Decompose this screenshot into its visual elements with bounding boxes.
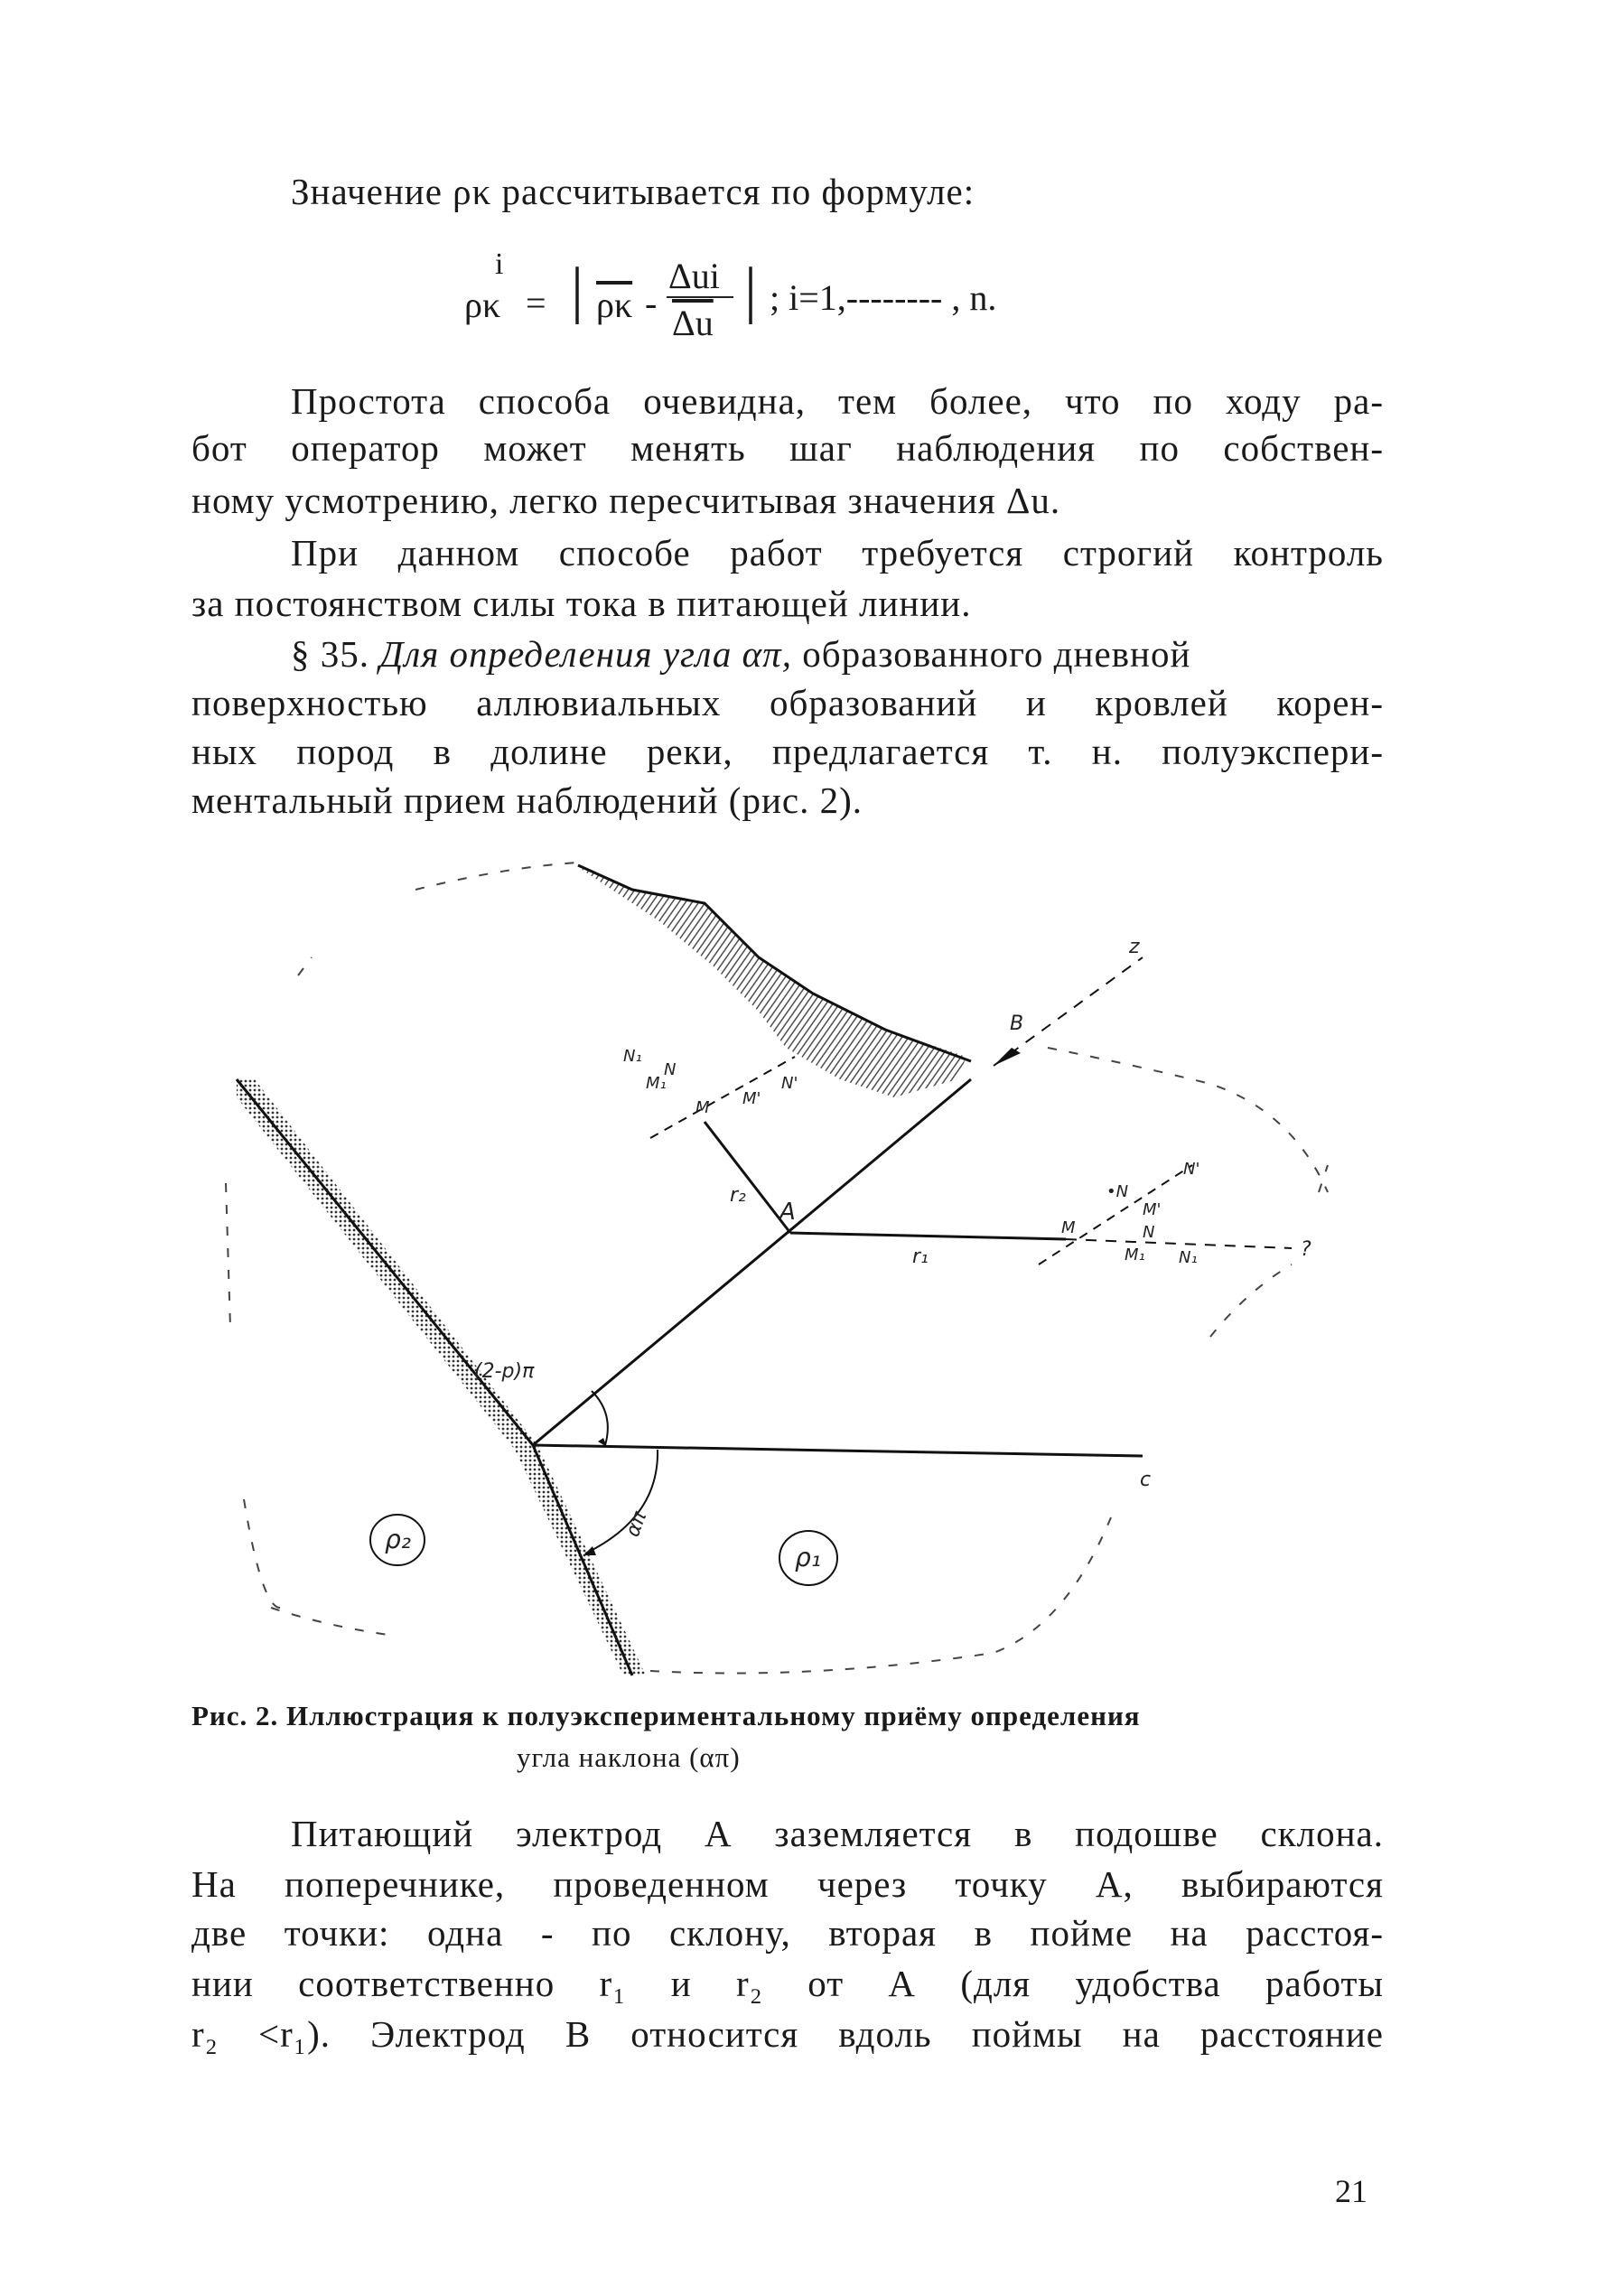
label-M1-right: M₁ (1125, 1246, 1145, 1264)
para3-rest: образованного дневной (791, 633, 1191, 675)
label-question: ? (1301, 1238, 1311, 1261)
mn-line-right (1039, 1165, 1192, 1264)
para1-line3: ному усмотрению, легко пересчитывая значения Δu. (191, 480, 1061, 521)
label-N1-right: N₁ (1179, 1248, 1198, 1267)
formula-lhs: ρκ (464, 285, 501, 325)
label-angle-top: (2-p)π (474, 1360, 535, 1383)
label-N1p-left: N' (781, 1074, 798, 1093)
para2-line2: за постоянством силы тока в питающей линии. (191, 583, 972, 624)
label-A: A (779, 1199, 796, 1226)
formula-numerator: Δui (668, 256, 720, 296)
label-M1p-left: M' (742, 1089, 761, 1108)
label-N-right-top: N' (1183, 1160, 1200, 1179)
label-rho2: ρ₂ (385, 1525, 411, 1554)
figure-caption-line2: угла наклона (απ) (517, 1741, 741, 1773)
para3-line3: ных пород в долине реки, предлагается т. н. полуэкспери- (191, 731, 1384, 772)
figure-caption-line1: Рис. 2. Иллюстрация к полуэкспериментальному приёму определения (191, 1700, 1141, 1731)
para1-line1: Простота способа очевидна, тем более, что по ходу ра- (291, 380, 1384, 422)
para1-line2: бот оператор может менять шаг наблюдения по собствен- (191, 427, 1384, 469)
label-N-left: N (664, 1060, 677, 1079)
label-angle-bottom: απ (621, 1508, 652, 1540)
section-number: § 35. (291, 633, 369, 675)
angle-arc-bottom (585, 1450, 658, 1554)
profile-line-A-up (533, 1079, 971, 1445)
label-M1-left: M₁ (646, 1074, 667, 1093)
angle-arc-top (592, 1391, 608, 1445)
page-number: 21 (1335, 2173, 1367, 2209)
floodplain-line (533, 1445, 1143, 1456)
para4-line3: две точки: одна - по склону, вторая в пойме на расстоя- (191, 1912, 1384, 1954)
formula-eq: = (526, 283, 546, 323)
para3-italic: Для определения угла απ, (379, 633, 792, 675)
label-C: c (1140, 1469, 1152, 1491)
para4-line4: нии соответственно r₁ и r₂ от А (для удобства работы (191, 1963, 1384, 2004)
r1-dashed (1066, 1239, 1292, 1248)
label-M-left: M (695, 1098, 710, 1117)
para3-line2: поверхностью аллювиальных образований и кровлей корен- (191, 682, 1384, 723)
r2-line (705, 1122, 790, 1233)
label-N1-left: N₁ (623, 1047, 642, 1066)
para4-line5: r₂ <r₁). Электрод В относится вдоль поймы на расстояние (191, 2013, 1384, 2055)
label-M1p-right: M' (1143, 1200, 1162, 1219)
formula-bracket-right: | (744, 256, 758, 325)
para4-line2: На поперечнике, проведенном через точку А, выбираются (191, 1863, 1384, 1905)
formula-bracket-left: | (571, 256, 584, 325)
formula-denominator: $\overline{\Delta u}$ (672, 303, 714, 343)
formula-tail: ; i=1,-------- , n. (770, 277, 997, 318)
para3-line4: ментальный прием наблюдений (рис. 2). (191, 779, 863, 821)
formula-intro: Значение ρκ рассчитывается по формуле: (291, 171, 975, 212)
para4-line1: Питающий электрод А заземляется в подошве склона. (291, 1813, 1384, 1854)
para2-line1: При данном способе работ требуется строгий контроль (291, 532, 1384, 574)
label-M-right: M (1061, 1218, 1076, 1237)
label-z-top: z (1129, 936, 1140, 958)
formula-bar-rho: $\overline{\rho\kappa}$ (596, 285, 633, 325)
label-r2: r₂ (730, 1184, 746, 1207)
formula-sup: i (495, 247, 504, 281)
label-Nr: N (1143, 1223, 1155, 1242)
B-direction (994, 957, 1143, 1066)
label-N-right: •N (1106, 1182, 1129, 1201)
r1-line (790, 1233, 1066, 1239)
label-r1: r₁ (912, 1246, 929, 1268)
formula-minus: - (645, 283, 658, 323)
label-B: B (1010, 1012, 1024, 1035)
label-rho1: ρ₁ (795, 1543, 821, 1572)
bedrock-contact (237, 1079, 646, 1675)
